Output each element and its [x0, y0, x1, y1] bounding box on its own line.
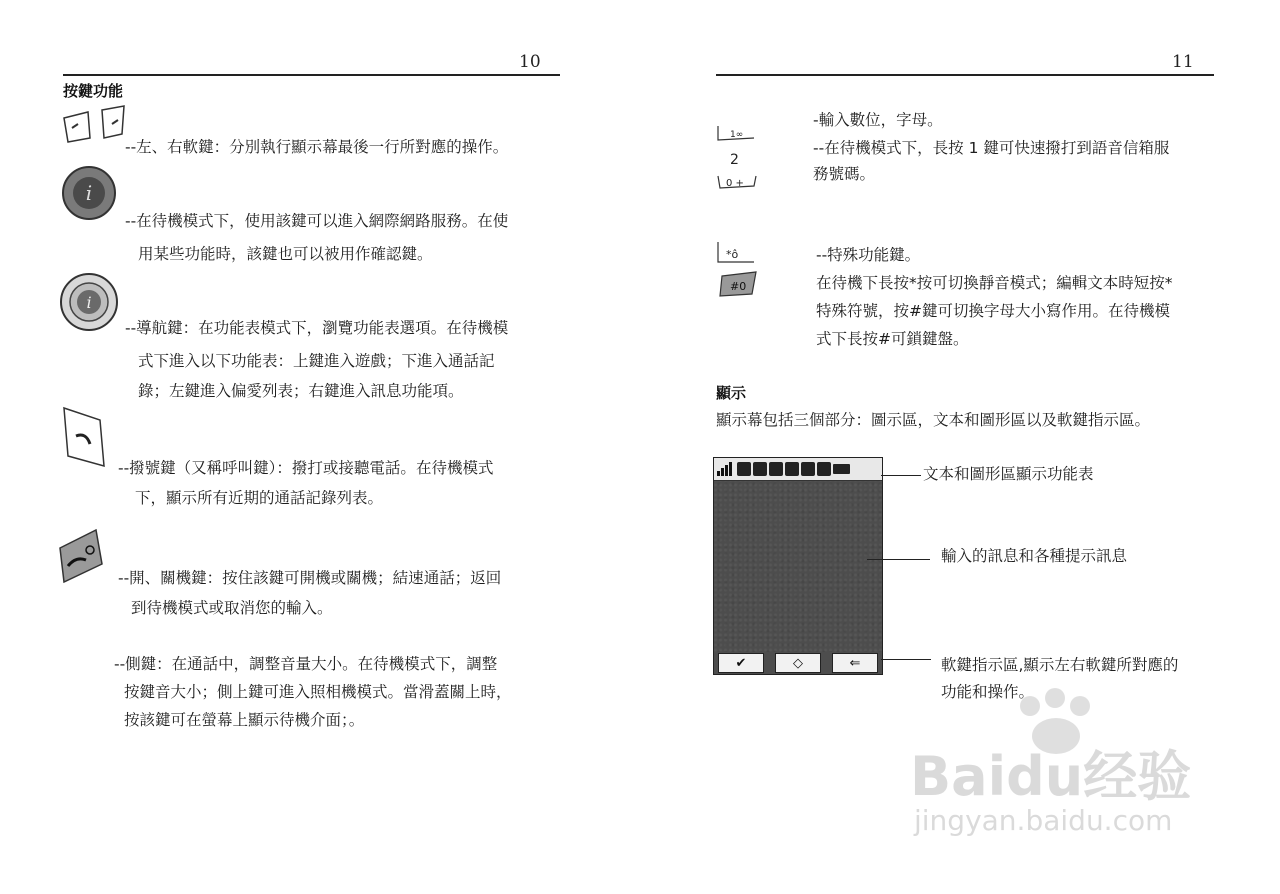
item-power-key-line-1: --開、關機鍵：按住該鍵可開機或關機；結速通話；返回 [118, 569, 502, 587]
phone-screen-diagram [713, 457, 883, 675]
page-number: 10 [519, 52, 541, 72]
item-power-key-line-2: 到待機模式或取消您的輸入。 [131, 599, 333, 617]
display-intro: 顯示幕包括三個部分：圖示區，文本和圖形區以及軟鍵指示區。 [716, 411, 1151, 429]
clock-icon [769, 462, 783, 476]
voicemail-icon [817, 462, 831, 476]
signal-icon [717, 462, 735, 476]
item-internet-key-line-2: 用某些功能時，該鍵也可以被用作確認鍵。 [138, 245, 433, 263]
keypad-line-3: 務號碼。 [813, 165, 876, 183]
display-heading: 顯示 [716, 384, 747, 402]
keypad-line-1: -輸入數位，字母。 [813, 111, 943, 129]
special-keys-icon [716, 240, 760, 304]
special-line-2: 在待機下長按*按可切換靜音模式；編輯文本時短按* [816, 274, 1173, 292]
number-keys-icon [716, 122, 758, 198]
item-internet-key-line-1: --在待機模式下，使用該鍵可以進入網際網路服務。在使 [125, 212, 509, 230]
item-navigation-key-line-1: --導航鍵：在功能表模式下，瀏覽功能表選項。在待機模 [125, 319, 509, 337]
header-rule [63, 74, 560, 76]
section-heading: 按鍵功能 [63, 82, 124, 100]
navigation-diamond-icon: ◇ [775, 653, 821, 673]
item-side-key-line-3: 按該鍵可在螢幕上顯示待機介面；。 [124, 711, 365, 729]
envelope-icon [801, 462, 815, 476]
battery-icon [833, 464, 850, 474]
item-soft-keys-line-1: --左、右軟鍵：分別執行顯示幕最後一行所對應的操作。 [125, 138, 509, 156]
keypad-line-2: --在待機模式下，長按 1 鍵可快速撥打到語音信箱服 [813, 139, 1170, 157]
header-rule [716, 74, 1214, 76]
svg-text:i: i [85, 181, 93, 205]
call-key-icon [60, 404, 110, 474]
special-line-4: 式下長按#可鎖鍵盤。 [816, 330, 969, 348]
soft-keys-icon [62, 104, 130, 148]
key-label-hash: #0 [730, 280, 747, 293]
callout-messages: 輸入的訊息和各種提示訊息 [941, 547, 1128, 565]
right-page [640, 0, 1280, 894]
callout-leader [881, 659, 931, 660]
callout-leader [867, 559, 930, 560]
message-icon [785, 462, 799, 476]
callout-softkey-area-1: 軟鍵指示區,顯示左右軟鍵所對應的 [941, 656, 1179, 674]
callout-text-graphics: 文本和圖形區顯示功能表 [923, 465, 1094, 483]
item-call-key-line-2: 下，顯示所有近期的通話記錄列表。 [135, 489, 384, 507]
item-side-key-line-1: --側鍵：在通話中，調整音量大小。在待機模式下，調整 [114, 655, 498, 673]
key-label-star: *ô [726, 248, 739, 261]
item-side-key-line-2: 按鍵音大小；側上鍵可進入照相機模式。當滑蓋關上時， [124, 683, 512, 701]
special-line-1: --特殊功能鍵。 [816, 246, 921, 264]
page-number: 11 [1172, 52, 1194, 72]
item-navigation-key-line-2: 式下進入以下功能表：上鍵進入遊戲；下進入通話記 [138, 352, 495, 370]
item-call-key-line-1: --撥號鍵（又稱呼叫鍵）：撥打或接聽電話。在待機模式 [118, 459, 494, 477]
key-label-1: 1∞ [730, 130, 744, 140]
left-softkey-checkmark-icon: ✔ [718, 653, 764, 673]
item-navigation-key-line-3: 錄；左鍵進入偏愛列表；右鍵進入訊息功能項。 [138, 382, 464, 400]
softkey-bar [714, 652, 882, 674]
key-label-2: 2 [730, 152, 739, 168]
watermark-brand: Baidu [910, 745, 1084, 808]
svg-text:i: i [86, 293, 92, 312]
internet-key-icon [60, 165, 118, 225]
callout-leader [881, 475, 921, 476]
call-divert-icon [753, 462, 767, 476]
navigation-key-icon [58, 272, 120, 336]
baidu-watermark [910, 688, 1250, 838]
callout-softkey-area-2: 功能和操作。 [941, 683, 1035, 701]
power-end-key-icon [56, 528, 106, 588]
special-line-3: 特殊符號，按#鍵可切換字母大小寫作用。在待機模 [816, 302, 1170, 320]
alarm-icon [737, 462, 751, 476]
right-softkey-back-icon: ⇐ [832, 653, 878, 673]
key-label-0: 0 + [726, 178, 744, 189]
watermark-url: jingyan.baidu.com [914, 804, 1173, 837]
status-icon-bar [714, 458, 882, 481]
watermark-brand-cn: 经验 [1083, 745, 1192, 808]
